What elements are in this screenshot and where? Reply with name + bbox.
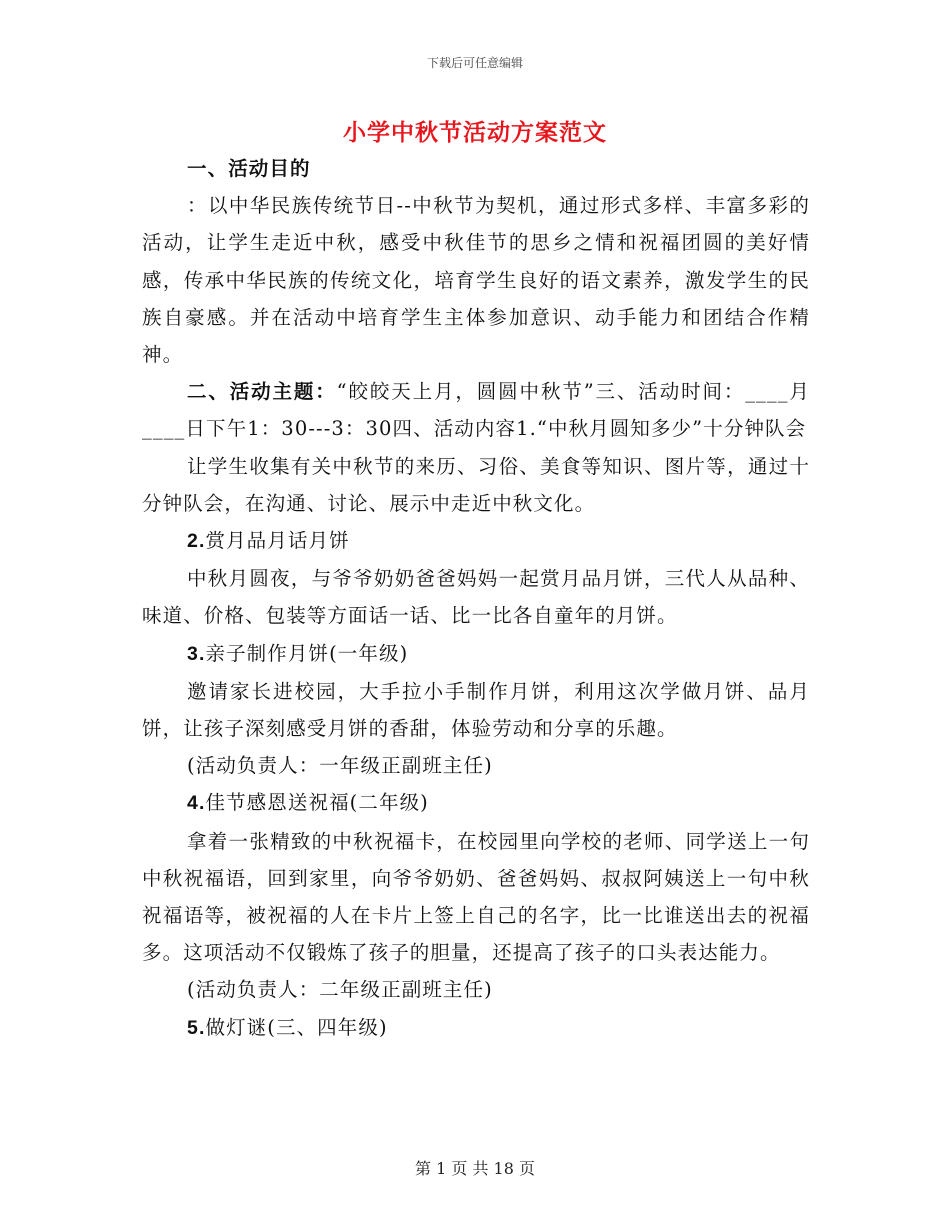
item4-heading [142,784,810,822]
theme-heading: 二、活动主题： [187,380,337,404]
header-note: 下载后可任意编辑 [426,56,523,70]
item3-owner: (活动负责人：一年级正副班主任) [187,754,493,778]
purpose-heading: 一、活动目的 [187,157,311,180]
item1-paragraph: 让学生收集有关中秋节的来历、习俗、美食等知识、图片等，通过十分钟队会，在沟通、讨论、展示中走近中秋文化。 [142,454,810,515]
item5-number: 5. [187,1016,206,1039]
item2-title: 赏月品月话月饼 [205,529,350,553]
item5-title: 做灯谜(三、四年级) [205,1015,388,1039]
item2-paragraph: 中秋月圆夜，与爷爷奶奶爸爸妈妈一起赏月品月饼，三代人从品种、味道、价格、包装等方面话一话、比一比各自童年的月饼。 [142,567,810,628]
item3-paragraph: 邀请家长进校园，大手拉小手制作月饼，利用这次学做月饼、品月饼，让孩子深刻感受月饼的香甜，体验劳动和分享的乐趣。 [142,679,810,741]
item4-paragraph: 拿着一张精致的中秋祝福卡，在校园里向学校的老师、同学送上一句中秋祝福语，回到家里，向爷爷奶奶、爸爸妈妈、叔叔阿姨送上一句中秋祝福语等，被祝福的人在卡片上签上自己的名字，比一比谁送出去的祝福多。这项活动不仅锻炼了孩子的胆量，还提高了孩子的口头表达能力。 [142,829,810,965]
purpose-paragraph: ：以中华民族传统节日--中秋节为契机，通过形式多样、丰富多彩的活动，让学生走近中秋，感受中秋佳节的思乡之情和祝福团圆的美好情感，传承中华民族的传统文化，培育学生良好的语文素养，激发学生的民族自豪感。并在活动中培育学生主体参加意识、动手能力和团结合作精神。 [142,194,810,367]
document-title: 小学中秋节活动方案范文 [343,119,607,146]
item3-number: 3. [187,642,206,665]
theme-text: “皎皎天上月，圆圆中秋节”三、活动时间：____月____日下午1：30---3：30四、活动内容1.“中秋月圆知多少”十分钟队会 [142,380,810,441]
page-footer: 第 1 页 共 18 页 [415,1159,535,1178]
item2-number: 2. [187,530,206,553]
item5-heading [142,1009,810,1047]
theme-paragraph [142,373,810,447]
item4-owner: (活动负责人：二年级正副班主任) [187,978,493,1002]
item3-title: 亲子制作月饼(一年级) [205,641,409,665]
document-body [142,150,810,1047]
item2-heading [142,522,810,560]
item3-heading [142,635,810,673]
item4-number: 4. [187,792,206,815]
item4-title: 佳节感恩送祝福(二年级) [205,791,429,815]
